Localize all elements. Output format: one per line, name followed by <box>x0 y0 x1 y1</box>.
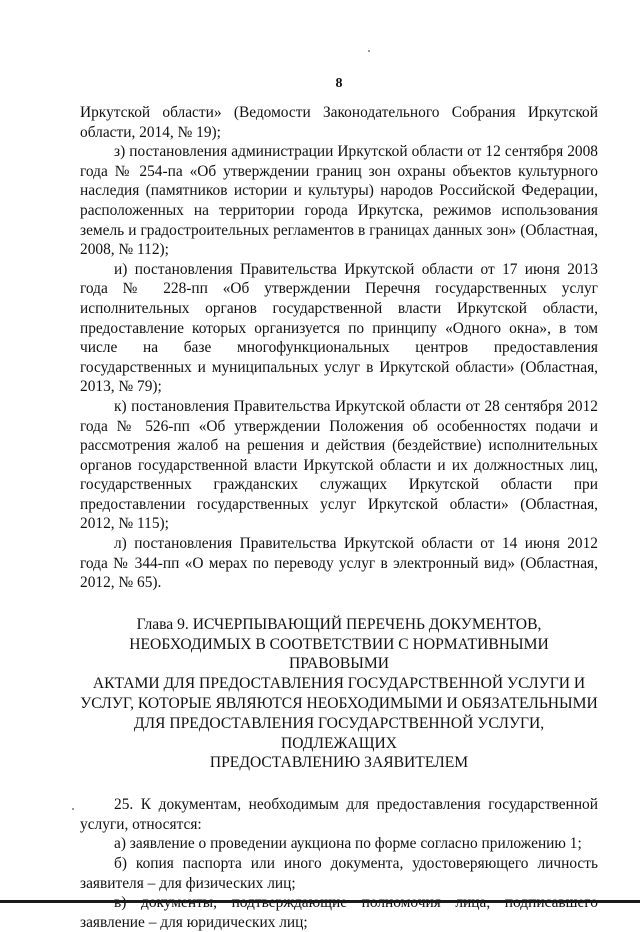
paragraph-item-l: л) постановления Правительства Иркутской области от 14 июня 2012 года № 344-пп «О мерах по переводу услуг в электронный вид» (Областная, 2012, № 65). <box>80 535 598 592</box>
paragraph-item-a: а) заявление о проведении аукциона по форме согласно приложению 1; <box>114 835 582 853</box>
scan-speck <box>368 50 370 52</box>
scan-edge-line <box>0 900 640 903</box>
chapter-heading <box>80 615 598 773</box>
page-number: 8 <box>335 76 343 91</box>
paragraph-item-b: б) копия паспорта или иного документа, удостоверяющего личность заявителя – для физических лиц; <box>80 855 598 892</box>
chapter-heading-line: УСЛУГ, КОТОРЫЕ ЯВЛЯЮТСЯ НЕОБХОДИМЫМИ И ОБЯЗАТЕЛЬНЫМИ <box>80 695 598 713</box>
paragraph-item-k: к) постановления Правительства Иркутской области от 28 сентября 2012 года № 526-пп «Об утверждении Положения об особенностях подачи и рассмотрения жалоб на решения и действия (бездействие) исполнительных органов государственной власти Иркутской области и их должностных лиц, государственных гражданских служащих Иркутской области при предоставлении государственных услуг Иркутской области» (Областная, 2012, № 115); <box>80 397 598 533</box>
paragraph-item-v: заявление – для юридических лиц; <box>80 913 308 931</box>
paragraph-item-i: и) постановления Правительства Иркутской области от 17 июня 2013 года № 228-пп «Об утверждении Перечня государственных услуг исполнительных органов государственной власти Иркутской области, предоставление которых организуется по принципу «Одного окна», в том числе на базе многофункциональных центров предоставления государственных и муниципальных услуг в Иркутской области» (Областная, 2013, № 79); <box>80 260 598 396</box>
document-body <box>80 103 598 932</box>
chapter-heading-line: ПРЕДОСТАВЛЕНИЮ ЗАЯВИТЕЛЕМ <box>209 754 469 772</box>
paragraph-continuation: Иркутской области» (Ведомости Законодательного Собрания Иркутской области, 2014, № 19); <box>80 104 598 141</box>
scan-speck <box>72 808 74 810</box>
paragraph-25: 25. К документам, необходимым для предоставления государственной услуги, относятся: <box>80 796 598 833</box>
chapter-heading-line: ДЛЯ ПРЕДОСТАВЛЕНИЯ ГОСУДАРСТВЕННОЙ УСЛУГИ, ПОДЛЕЖАЩИХ <box>133 714 545 752</box>
document-page <box>80 0 598 931</box>
chapter-heading-line: Глава 9. ИСЧЕРПЫВАЮЩИЙ ПЕРЕЧЕНЬ ДОКУМЕНТОВ, <box>136 615 542 633</box>
chapter-heading-line: НЕОБХОДИМЫХ В СООТВЕТСТВИИ С НОРМАТИВНЫМИ ПРАВОВЫМИ <box>129 635 549 673</box>
paragraph-item-z: з) постановления администрации Иркутской области от 12 сентября 2008 года № 254-па «Об утверждении границ зон охраны объектов культурного наследия (памятников истории и культуры) народов Российской Федерации, расположенных на территории города Иркутска, режимов использования земель и градостроительных регламентов в границах данных зон» (Областная, 2008, № 112); <box>80 143 598 259</box>
chapter-heading-line: АКТАМИ ДЛЯ ПРЕДОСТАВЛЕНИЯ ГОСУДАРСТВЕННОЙ УСЛУГИ И <box>92 675 586 693</box>
